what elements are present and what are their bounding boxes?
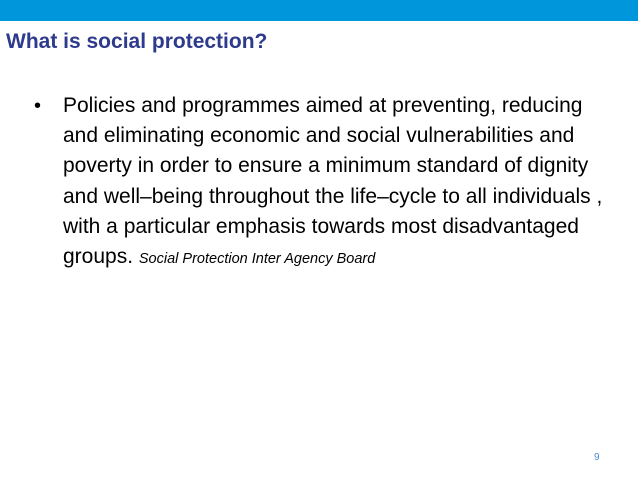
bullet-list: [34, 91, 606, 272]
slide-title: What is social protection?: [6, 30, 268, 53]
page-number: 9: [594, 452, 600, 463]
bullet-text: Policies and programmes aimed at preventing, reducing and eliminating economic and social vulnerabilities and poverty in order to ensure a minimum standard of dignity and well–being throughout the life–cycle to all individuals , with a particular emphasis towards most disadvantaged groups.: [63, 94, 603, 269]
top-accent-bar: [0, 0, 638, 21]
bullet-item: [34, 91, 606, 272]
citation: Social Protection Inter Agency Board: [138, 251, 376, 268]
bullet-dot: •: [34, 95, 42, 117]
